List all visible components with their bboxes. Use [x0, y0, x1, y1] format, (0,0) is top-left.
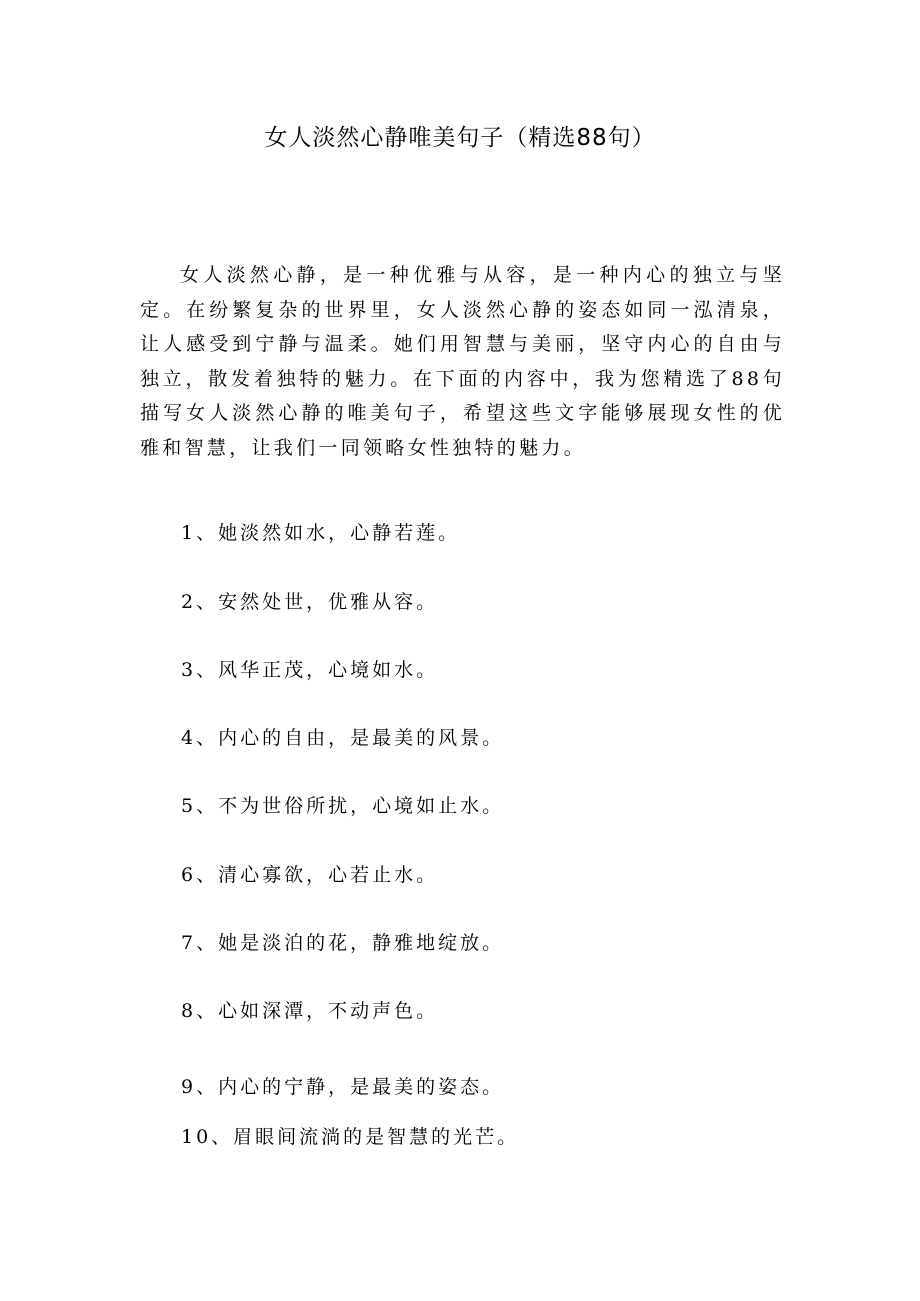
- list-item: 1、她淡然如水，心静若莲。: [181, 522, 461, 544]
- list-item: 7、她是淡泊的花，静雅地绽放。: [181, 932, 505, 954]
- list-item: 10、眉眼间流淌的是智慧的光芒。: [181, 1126, 520, 1148]
- document-title: 女人淡然心静唯美句子（精选88句）: [264, 125, 656, 151]
- intro-paragraph: 女人淡然心静，是一种优雅与从容，是一种内心的独立与坚定。在纷繁复杂的世界里，女人淡然心静的姿态如同一泓清泉，让人感受到宁静与温柔。她们用智慧与美丽，坚守内心的自由与独立，散发着独特的魅力。在下面的内容中，我为您精选了88句描写女人淡然心静的唯美句子，希望这些文字能够展现女性的优雅和智慧，让我们一同领略女性独特的魅力。: [140, 264, 785, 459]
- list-item: 6、清心寡欲，心若止水。: [181, 864, 439, 886]
- list-item: 2、安然处世，优雅从容。: [181, 591, 439, 613]
- list-item: 3、风华正茂，心境如水。: [181, 659, 439, 681]
- list-item: 4、内心的自由，是最美的风景。: [181, 727, 505, 749]
- list-item: 5、不为世俗所扰，心境如止水。: [181, 795, 505, 817]
- list-item: 9、内心的宁静，是最美的姿态。: [181, 1076, 505, 1098]
- list-item: 8、心如深潭，不动声色。: [181, 1000, 439, 1022]
